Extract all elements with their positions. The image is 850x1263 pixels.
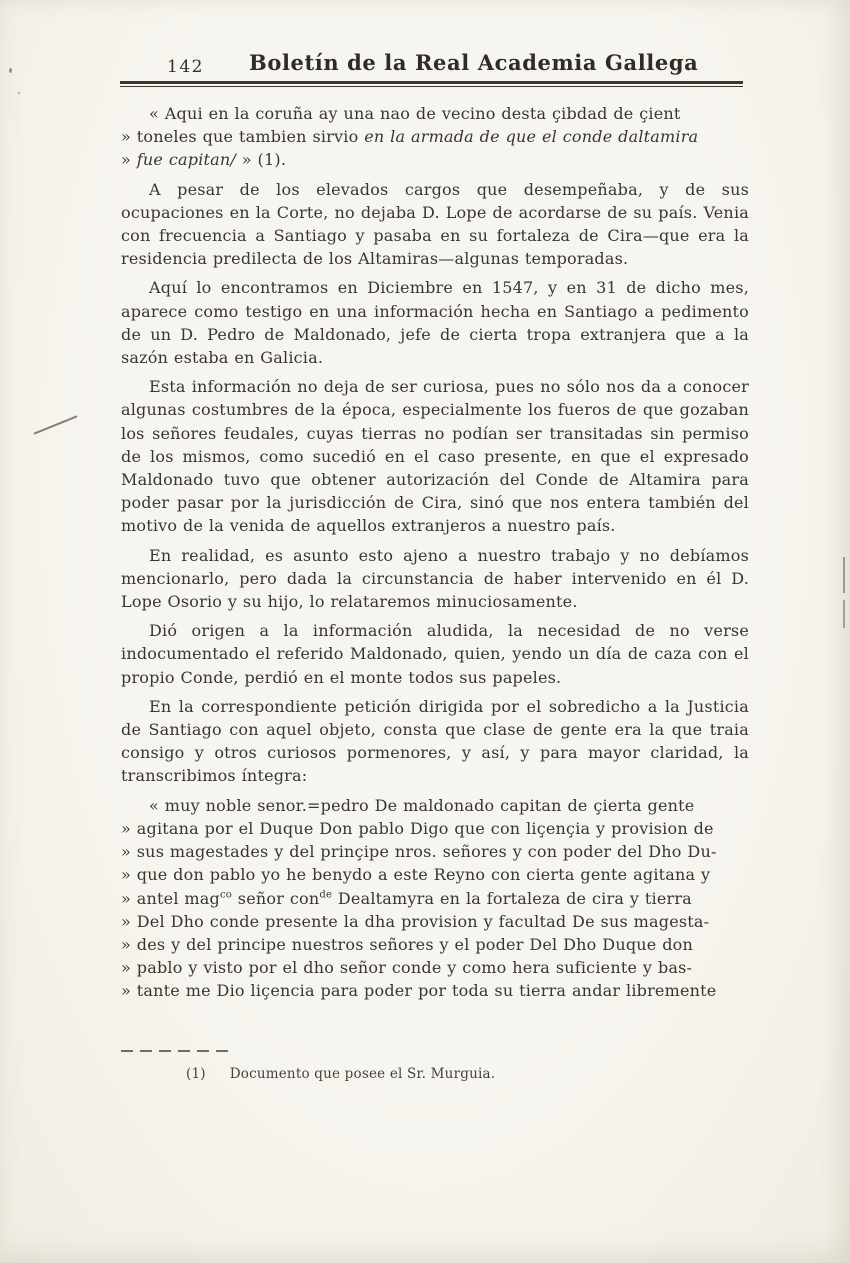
scan-speck xyxy=(9,68,12,73)
quote-line xyxy=(121,102,749,125)
journal-title: Boletín de la Real Academia Gallega xyxy=(249,50,699,75)
text-block xyxy=(121,102,749,1009)
footnote-separator xyxy=(121,1050,235,1052)
transcription-text: Dealtamyra en la fortaleza de cira y tierra xyxy=(332,888,692,908)
paragraph: A pesar de los elevados cargos que desempeñaba, y de sus ocupaciones en la Corte, no dejaba D. Lope de acordarse de su país. Venia con frecuencia a Santiago y pasaba en su fortaleza de Cira—que era la residencia predilecta de los Altamiras—algunas temporadas. xyxy=(121,179,749,269)
transcription-line: » Del Dho conde presente la dha provision y facultad De sus magesta- xyxy=(121,911,710,931)
quote-text: » (1). xyxy=(236,150,287,170)
margin-mark xyxy=(843,600,845,628)
paragraph: Dió origen a la información aludida, la necesidad de no verse indocumentado el referido Maldonado, quien, yendo un día de caza con el propio Conde, perdió en el monte todos sus papeles. xyxy=(121,621,749,687)
transcription-line: » sus magestades y del prinçipe nros. señores y con poder del Dho Du- xyxy=(121,842,717,862)
transcription-line: « muy noble senor.=pedro De maldonado capitan de çierta gente xyxy=(149,795,695,815)
quote-text: » xyxy=(121,150,137,170)
superscript: de xyxy=(319,889,333,901)
header-rule-thick xyxy=(120,81,743,84)
paragraph: Aquí lo encontramos en Diciembre en 1547, y en 31 de dicho mes, aparece como testigo en una información hecha en Santiago a pedimento de un D. Pedro de Maldonado, jefe de cierta tropa extranjera que a la sazón estaba en Galicia. xyxy=(121,278,749,368)
transcription-line: » tante me Dio liçencia para poder por toda su tierra andar libremente xyxy=(121,981,717,1001)
footnote-text: Documento que posee el Sr. Murguia. xyxy=(229,1066,496,1082)
transcription-text: señor con xyxy=(232,888,320,908)
paragraph: En realidad, es asunto esto ajeno a nuestro trabajo y no debíamos mencionarlo, pero dada la circunstancia de haber intervenido en él D. Lope Osorio y su hijo, lo relataremos minuciosamente. xyxy=(121,545,749,612)
paragraph: Esta información no deja de ser curiosa, pues no sólo nos da a conocer algunas costumbres de la época, especialmente los fueros de que gozaban los señores feudales, cuyas tierras no podían ser transitadas sin permiso de los mismos, como sucedió en el caso presente, en que el expresado Maldonado tuvo que obtener autorización del Conde de Altamira para poder pasar por la jurisdicción de Cira, sinó que nos entera también del motivo de la venida de aquellos extranjeros a nuestro país. xyxy=(121,377,749,536)
quote-text: « Aqui en la coruña ay una nao de vecino desta çibdad de çient xyxy=(149,104,681,123)
italic-segment: en la armada de que el conde daltamira xyxy=(364,127,699,147)
scan-speck xyxy=(18,92,20,94)
header-rule xyxy=(120,81,743,87)
page-number: 142 xyxy=(167,57,204,77)
footnote xyxy=(186,1066,495,1082)
header-rule-thin xyxy=(120,86,743,87)
quote-intro-block xyxy=(121,102,749,172)
transcription-text: » antel mag xyxy=(121,888,220,908)
paragraph: En la correspondiente petición dirigida por el sobredicho a la Justicia de Santiago con aquel objeto, consta que clase de gente era la que traia consigo y otros curiosos pormenores, y así, y para mayor claridad, la transcribimos íntegra: xyxy=(121,696,749,786)
footnote-marker: (1) xyxy=(186,1066,206,1082)
transcription-line xyxy=(121,887,749,910)
transcription-line: » agitana por el Duque Don pablo Digo que con liçençia y provision de xyxy=(121,818,714,838)
margin-mark xyxy=(843,557,845,593)
transcription-block xyxy=(121,794,749,1003)
pen-mark xyxy=(33,415,77,434)
quote-line xyxy=(121,148,749,171)
transcription-line: » que don pablo yo he benydo a este Reyno con cierta gente agitana y xyxy=(121,865,711,885)
superscript: co xyxy=(219,889,233,901)
italic-segment: fue capitan/ xyxy=(136,150,236,170)
quote-text: » toneles que tambien sirvio xyxy=(121,127,365,147)
quote-line xyxy=(121,125,749,148)
transcription-line: » pablo y visto por el dho señor conde y como hera suficiente y bas- xyxy=(121,958,693,978)
transcription-line: » des y del principe nuestros señores y el poder Del Dho Duque don xyxy=(121,934,694,954)
